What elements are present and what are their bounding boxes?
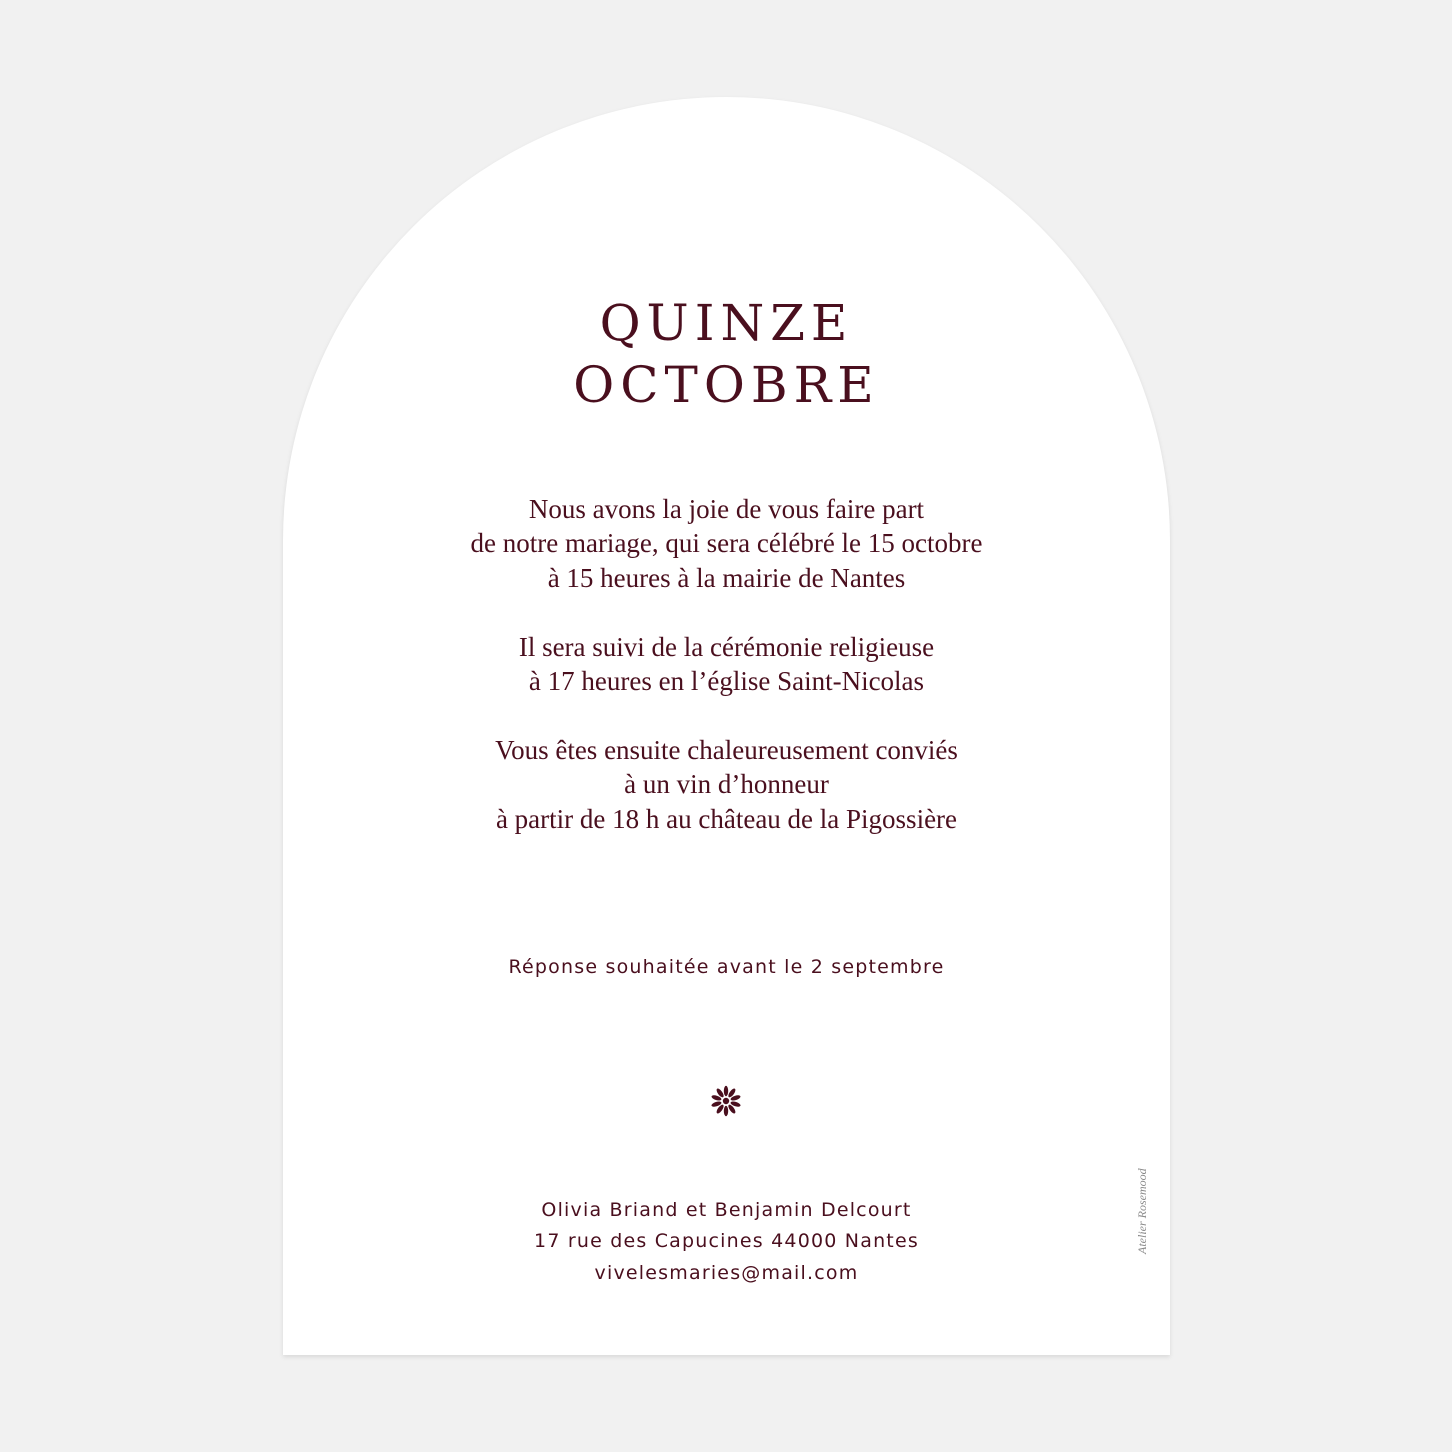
paragraph-1-line-1: Nous avons la joie de vous faire part [528, 494, 925, 524]
paragraph-3-line-2: à un vin d’honneur [624, 769, 829, 799]
title-line-1: QUINZE [599, 294, 854, 352]
rsvp-text: Réponse souhaitée avant le 2 septembre [508, 956, 945, 978]
paragraph-1-line-3: à 15 heures à la mairie de Nantes [547, 563, 906, 593]
contact-names: Olivia Briand et Benjamin Delcourt [541, 1199, 912, 1221]
contact-address: 17 rue des Capucines 44000 Nantes [534, 1230, 919, 1252]
paragraph-2-line-1: Il sera suivi de la cérémonie religieuse [518, 632, 935, 662]
contact-email: vivelesmaries@mail.com [594, 1262, 859, 1284]
invitation-card [283, 97, 1170, 1355]
paragraph-2-line-2: à 17 heures en l’église Saint-Nicolas [528, 666, 925, 696]
title-line-2: OCTOBRE [573, 356, 880, 414]
designer-credit: Atelier Rosemood [1135, 1168, 1149, 1254]
flower-icon [709, 1084, 743, 1118]
paragraph-3-line-3: à partir de 18 h au château de la Pigossière [495, 804, 958, 834]
paragraph-1-line-2: de notre mariage, qui sera célébré le 15 octobre [470, 528, 983, 558]
paragraph-3-line-1: Vous êtes ensuite chaleureusement conviés [495, 735, 958, 765]
